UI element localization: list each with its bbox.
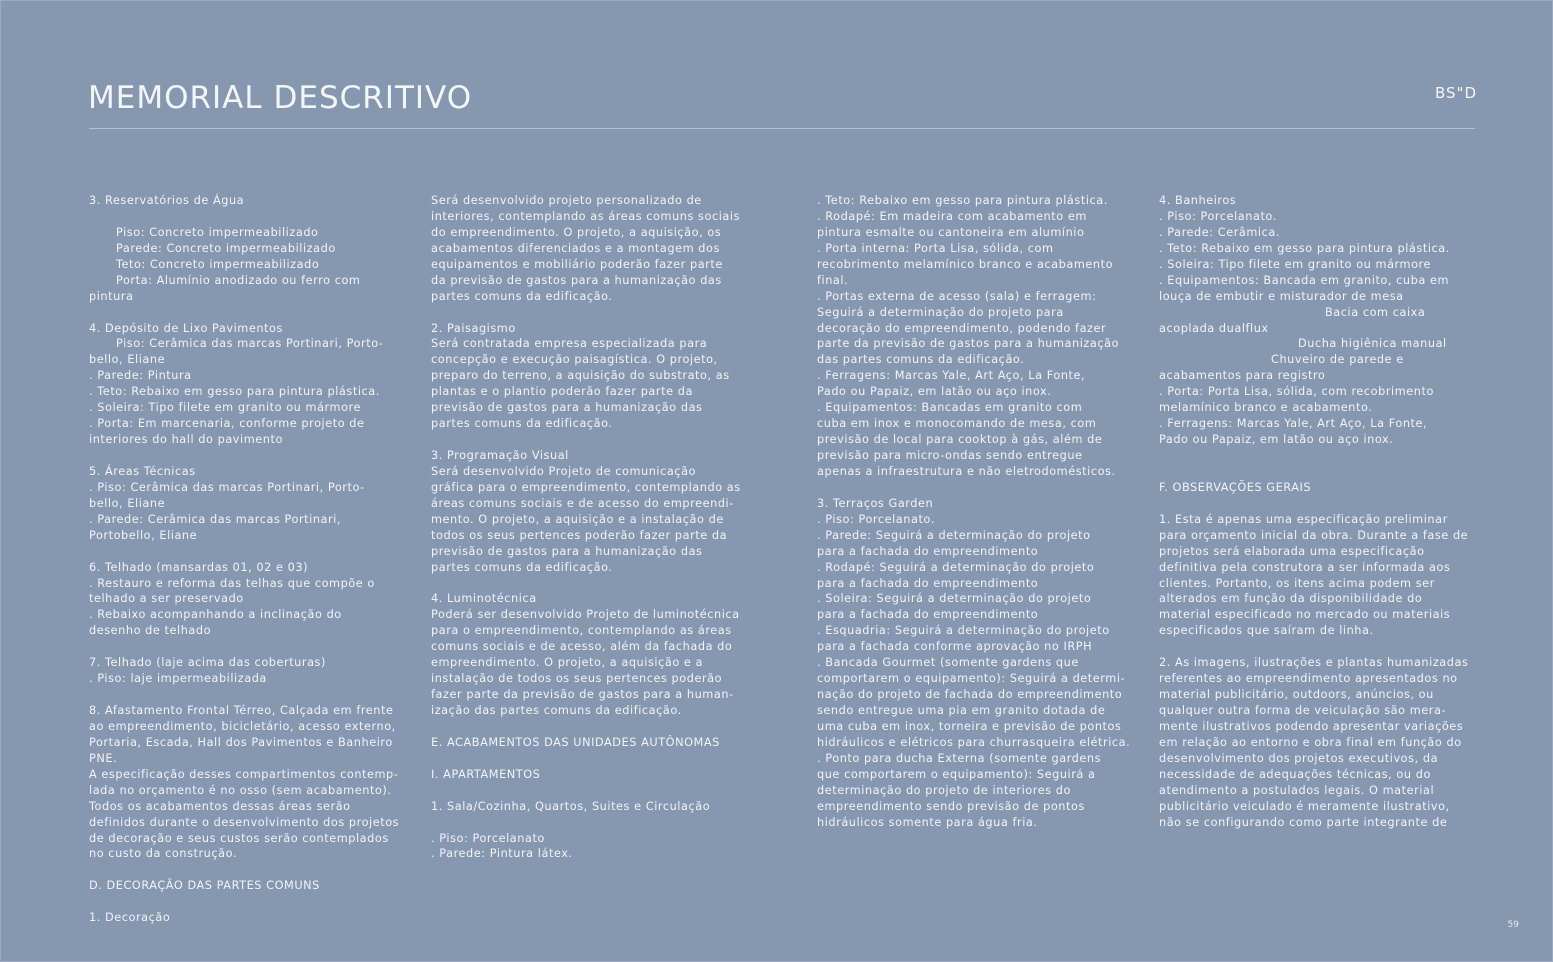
- line-spacer: [431, 576, 749, 592]
- text-line: definitiva pela construtora a ser informada aos: [1159, 560, 1451, 574]
- page-title: MEMORIAL DESCRITIVO: [88, 80, 473, 116]
- text-line: . Porta interna: Porta Lisa, sólida, com: [817, 241, 1054, 255]
- text-line: alterados em função da disponibilidade do: [1159, 592, 1423, 606]
- text-line: qualquer outra forma de veiculação são mera-: [1159, 704, 1447, 717]
- text-line: 2. As imagens, ilustrações e plantas humanizadas: [1159, 656, 1469, 670]
- text-line: publicitário veiculado é meramente ilustrativo,: [1159, 799, 1450, 813]
- text-line: I. APARTAMENTOS: [431, 767, 541, 781]
- text-line: Portaria, Escada, Hall dos Pavimentos e Banheiro: [89, 735, 393, 749]
- header-divider: [89, 128, 1475, 129]
- text-line: previsão de gastos para a humanização das: [431, 544, 703, 558]
- text-line: 2. Paisagismo: [431, 321, 516, 335]
- text-line: pintura esmalte ou cantoneira em alumínio: [817, 225, 1085, 239]
- text-line: nação do projeto de fachada do empreendimento: [817, 688, 1123, 702]
- text-line: . Porta: Em marcenaria, conforme projeto de: [89, 417, 365, 431]
- text-line: . Soleira: Seguirá a determinação do projeto: [817, 592, 1092, 606]
- text-line: Poderá ser desenvolvido Projeto de luminotécnica: [431, 608, 740, 622]
- text-line: . Piso: Porcelanato.: [1159, 209, 1277, 223]
- text-line: cuba em inox e monocomando de mesa, com: [817, 417, 1097, 431]
- text-line: definidos durante o desenvolvimento dos projetos: [89, 815, 400, 829]
- text-column-3: [817, 193, 1135, 831]
- text-line: . Rodapé: Em madeira com acabamento em: [817, 209, 1087, 223]
- text-column-4: [1159, 193, 1477, 831]
- text-line: equipamentos e mobiliário poderão fazer parte: [431, 257, 723, 271]
- text-line: Será contratada empresa especializada para: [431, 337, 708, 351]
- text-line: louça de embutir e misturador de mesa: [1159, 289, 1404, 303]
- text-line: comportarem o equipamento): Seguirá a determi-: [817, 672, 1126, 686]
- text-line: 7. Telhado (laje acima das coberturas): [89, 656, 326, 670]
- text-line: decoração do empreendimento, podendo fazer: [817, 321, 1107, 335]
- text-line: . Parede: Pintura látex.: [431, 847, 573, 861]
- text-line: Bacia com caixa: [1325, 305, 1426, 319]
- text-line: não se configurando como parte integrante de: [1159, 815, 1448, 829]
- text-line: para orçamento inicial da obra. Durante a fase de: [1159, 528, 1469, 542]
- text-line: Porta: Alumínio anodizado ou ferro com: [116, 273, 361, 287]
- line-spacer: [431, 751, 749, 767]
- text-line: determinação do projeto de interiores do: [817, 783, 1071, 797]
- text-line: para a fachada do empreendimento: [817, 608, 1039, 622]
- text-line: partes comuns da edificação.: [431, 560, 613, 574]
- line-spacer: [89, 209, 407, 225]
- text-column-1: [89, 193, 407, 926]
- text-line: acabamentos para registro: [1159, 369, 1326, 383]
- line-spacer: [89, 544, 407, 560]
- text-line: 3. Reservatórios de Água: [89, 194, 245, 207]
- text-line: 4. Banheiros: [1159, 194, 1237, 207]
- text-line: desenvolvimento dos projetos executivos, da: [1159, 751, 1439, 765]
- text-line: empreendimento. O projeto, a aquisição e a: [431, 656, 704, 670]
- line-spacer: [89, 639, 407, 655]
- text-line: . Parede: Cerâmica.: [1159, 225, 1280, 239]
- text-line: A especificação desses compartimentos contemp-: [89, 767, 399, 781]
- text-line: . Portas externa de acesso (sala) e ferragem:: [817, 289, 1097, 303]
- text-line: E. ACABAMENTOS DAS UNIDADES AUTÔNOMAS: [431, 735, 720, 749]
- line-spacer: [431, 305, 749, 321]
- text-line: F. OBSERVAÇÕES GERAIS: [1159, 480, 1312, 494]
- text-line: material publicitário, outdoors, anúncios, ou: [1159, 688, 1434, 702]
- text-column-2: [431, 193, 749, 862]
- line-spacer: [1159, 496, 1477, 512]
- text-line: . Equipamentos: Bancadas em granito com: [817, 401, 1083, 415]
- text-line: Parede: Concreto impermeabilizado: [116, 241, 336, 255]
- text-line: no custo da construção.: [89, 847, 238, 861]
- text-line: 1. Sala/Cozinha, Quartos, Suites e Circulação: [431, 799, 711, 813]
- text-line: recobrimento melamínico branco e acabamento: [817, 257, 1114, 271]
- text-line: concepção e execução paisagística. O projeto,: [431, 353, 718, 367]
- text-line: Teto: Concreto impermeabilizado: [116, 257, 320, 271]
- text-line: comuns sociais e de acesso, além da fachada do: [431, 640, 733, 654]
- text-line: . Teto: Rebaixo em gesso para pintura plástica.: [817, 194, 1108, 207]
- text-line: 6. Telhado (mansardas 01, 02 e 03): [89, 560, 309, 574]
- text-line: mento. O projeto, a aquisição e a instalação de: [431, 512, 724, 526]
- line-spacer: [89, 862, 407, 878]
- text-line: Portobello, Eliane: [89, 528, 198, 542]
- text-line: referentes ao empreendimento apresentados no: [1159, 672, 1458, 686]
- text-line: Ducha higiênica manual: [1298, 337, 1447, 351]
- text-line: 3. Terraços Garden: [817, 496, 934, 510]
- text-line: 1. Esta é apenas uma especificação preliminar: [1159, 512, 1448, 526]
- line-spacer: [89, 305, 407, 321]
- text-line: material especificado no mercado ou materiais: [1159, 608, 1451, 622]
- text-line: de decoração e seus custos serão contemplados: [89, 831, 389, 845]
- text-line: ao empreendimento, bicicletário, acesso externo,: [89, 719, 396, 733]
- text-line: Seguirá a determinação do projeto para: [817, 305, 1064, 319]
- text-line: especificados que saíram de linha.: [1159, 624, 1374, 638]
- text-line: 8. Afastamento Frontal Térreo, Calçada em frente: [89, 704, 394, 717]
- text-line: para a fachada do empreendimento: [817, 544, 1039, 558]
- text-line: bello, Eliane: [89, 353, 166, 367]
- text-line: . Soleira: Tipo filete em granito ou mármore: [1159, 257, 1432, 271]
- text-line: . Piso: Porcelanato.: [817, 512, 935, 526]
- text-line: . Teto: Rebaixo em gesso para pintura plástica.: [1159, 241, 1450, 255]
- text-line: parte da previsão de gastos para a humanização: [817, 337, 1120, 351]
- text-line: das partes comuns da edificação.: [817, 353, 1025, 367]
- text-line: uma cuba em inox, torneira e previsão de pontos: [817, 719, 1122, 733]
- text-line: Será desenvolvido projeto personalizado de: [431, 194, 702, 207]
- text-line: interiores do hall do pavimento: [89, 433, 283, 447]
- text-line: que comportarem o equipamento): Seguirá a: [817, 767, 1096, 781]
- text-line: clientes. Portanto, os itens acima podem ser: [1159, 576, 1435, 590]
- text-line: 4. Depósito de Lixo Pavimentos: [89, 321, 283, 335]
- text-line: para a fachada conforme aprovação no IRPH: [817, 640, 1093, 654]
- text-line: partes comuns da edificação.: [431, 417, 613, 431]
- text-line: atendimento a postulados legais. O material: [1159, 783, 1435, 797]
- text-line: do empreendimento. O projeto, a aquisição, os: [431, 225, 722, 239]
- text-line: acoplada dualflux: [1159, 321, 1269, 335]
- line-spacer: [431, 432, 749, 448]
- text-line: empreendimento sendo previsão de pontos: [817, 799, 1085, 813]
- line-spacer: [1159, 448, 1477, 464]
- text-line: PNE.: [89, 751, 118, 765]
- text-line: interiores, contemplando as áreas comuns sociais: [431, 209, 741, 223]
- line-spacer: [817, 480, 1135, 496]
- brand-logo: BS"D: [1435, 84, 1477, 102]
- line-spacer: [89, 448, 407, 464]
- text-line: projetos será elaborada uma especificação: [1159, 544, 1425, 558]
- text-line: . Restauro e reforma das telhas que compõe o: [89, 576, 375, 590]
- text-line: partes comuns da edificação.: [431, 289, 613, 303]
- text-line: melamínico branco e acabamento.: [1159, 401, 1373, 415]
- text-line: mente ilustrativos podendo apresentar variações: [1159, 719, 1464, 733]
- text-line: para a fachada do empreendimento: [817, 576, 1039, 590]
- text-line: . Rodapé: Seguirá a determinação do projeto: [817, 560, 1095, 574]
- text-line: em relação ao entorno e obra final em função do: [1159, 735, 1462, 749]
- text-line: . Equipamentos: Bancada em granito, cuba em: [1159, 273, 1450, 287]
- text-line: previsão para micro-ondas sendo entregue: [817, 449, 1083, 462]
- line-spacer: [1159, 639, 1477, 655]
- text-line: Chuveiro de parede e: [1271, 353, 1404, 367]
- text-line: lada no orçamento é no osso (sem acabamento).: [89, 783, 392, 797]
- text-line: Será desenvolvido Projeto de comunicação: [431, 464, 697, 478]
- line-spacer: [431, 783, 749, 799]
- text-line: instalação de todos os seus pertences poderão: [431, 672, 723, 686]
- text-line: previsão de local para cooktop à gás, além de: [817, 433, 1103, 447]
- text-line: . Porta: Porta Lisa, sólida, com recobrimento: [1159, 385, 1434, 399]
- text-line: Pado ou Papaiz, em latão ou aço inox.: [1159, 433, 1394, 447]
- text-line: sendo entregue uma pia em granito dotada de: [817, 704, 1106, 717]
- text-line: Pado ou Papaiz, em latão ou aço inox.: [817, 385, 1052, 399]
- text-line: 1. Decoração: [89, 911, 171, 925]
- text-line: 5. Áreas Técnicas: [89, 464, 196, 478]
- text-line: . Ferragens: Marcas Yale, Art Aço, La Fonte,: [817, 369, 1086, 383]
- text-line: para o empreendimento, contemplando as áreas: [431, 624, 732, 638]
- line-spacer: [431, 719, 749, 735]
- line-spacer: [89, 687, 407, 703]
- text-line: bello, Eliane: [89, 496, 166, 510]
- text-line: final.: [817, 273, 849, 287]
- text-line: pintura: [89, 289, 134, 303]
- text-line: . Rebaixo acompanhando a inclinação do: [89, 608, 342, 622]
- text-line: . Ferragens: Marcas Yale, Art Aço, La Fonte,: [1159, 417, 1428, 431]
- text-line: . Soleira: Tipo filete em granito ou mármore: [89, 401, 362, 415]
- text-line: . Piso: Cerâmica das marcas Portinari, Porto-: [89, 480, 365, 494]
- text-line: acabamentos diferenciados e a montagem dos: [431, 241, 720, 255]
- line-spacer: [1159, 464, 1477, 480]
- text-line: necessidade de adequações técnicas, ou do: [1159, 767, 1431, 781]
- text-line: desenho de telhado: [89, 624, 212, 638]
- text-line: . Piso: laje impermeabilizada: [89, 672, 267, 686]
- text-line: . Piso: Porcelanato: [431, 831, 545, 845]
- text-line: preparo do terreno, a aquisição do substrato, as: [431, 369, 730, 383]
- text-line: . Esquadria: Seguirá a determinação do projeto: [817, 624, 1110, 638]
- text-line: . Parede: Seguirá a determinação do projeto: [817, 528, 1091, 542]
- text-line: apenas a infraestrutura e não eletrodomésticos.: [817, 464, 1116, 478]
- text-line: . Parede: Cerâmica das marcas Portinari,: [89, 512, 342, 526]
- text-line: todos os seus pertences poderão fazer parte da: [431, 528, 728, 542]
- text-line: da previsão de gastos para a humanização das: [431, 273, 722, 287]
- page-number: 59: [1507, 920, 1519, 930]
- text-line: Piso: Concreto impermeabilizado: [116, 225, 319, 239]
- text-line: hidráulicos e elétricos para churrasqueira elétrica.: [817, 735, 1131, 749]
- text-line: 4. Luminotécnica: [431, 592, 537, 606]
- text-line: áreas comuns sociais e de acesso do empreendi-: [431, 496, 734, 510]
- text-line: gráfica para o empreendimento, contemplando as: [431, 480, 741, 494]
- text-line: . Ponto para ducha Externa (somente gardens: [817, 751, 1102, 765]
- line-spacer: [89, 894, 407, 910]
- text-line: D. DECORAÇÃO DAS PARTES COMUNS: [89, 879, 320, 893]
- text-line: telhado a ser preservado: [89, 592, 244, 606]
- text-line: . Parede: Pintura: [89, 369, 192, 383]
- text-line: plantas e o plantio poderão fazer parte da: [431, 385, 693, 399]
- text-line: Todos os acabamentos dessas áreas serão: [89, 799, 351, 813]
- text-line: previsão de gastos para a humanização das: [431, 401, 703, 415]
- text-line: 3. Programação Visual: [431, 449, 569, 462]
- line-spacer: [431, 815, 749, 831]
- text-line: . Teto: Rebaixo em gesso para pintura plástica.: [89, 385, 380, 399]
- text-line: hidráulicos somente para água fria.: [817, 815, 1038, 829]
- text-line: Piso: Cerâmica das marcas Portinari, Porto-: [116, 337, 384, 351]
- text-line: ização das partes comuns da edificação.: [431, 704, 682, 717]
- text-line: fazer parte da previsão de gastos para a human-: [431, 688, 734, 702]
- text-line: . Bancada Gourmet (somente gardens que: [817, 656, 1079, 670]
